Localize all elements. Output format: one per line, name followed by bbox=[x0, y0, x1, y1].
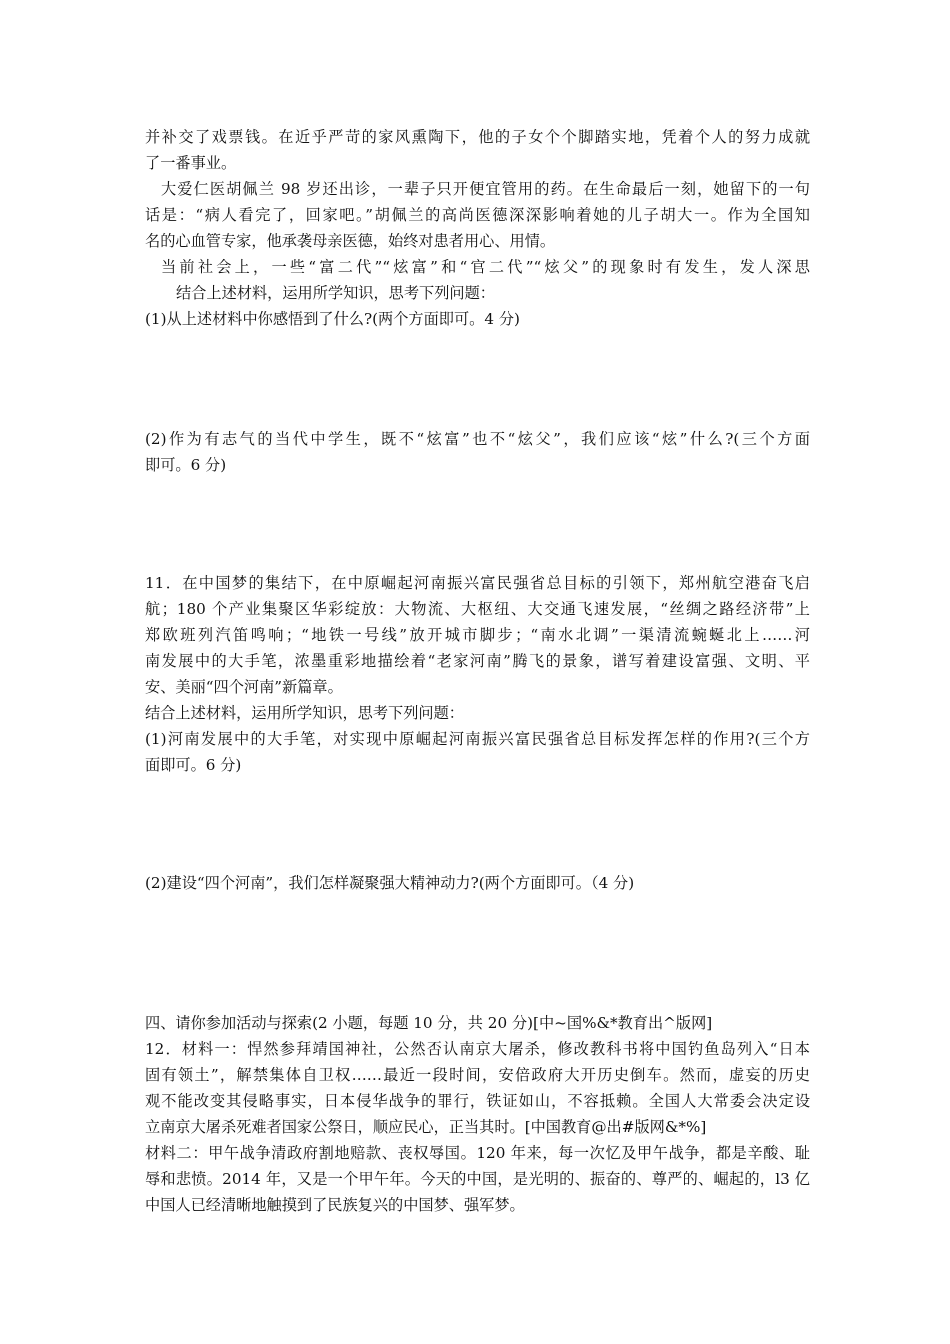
question-11-2: (2)建设“四个河南”，我们怎样凝聚强大精神动力?(两个方面即可。（4 分) bbox=[145, 874, 635, 892]
question-11-prompt: 结合上述材料，运用所学知识，思考下列问题： bbox=[145, 704, 464, 722]
hu-peilan-paragraph bbox=[145, 176, 810, 254]
text-line: 名的心血管专家，他承袭母亲医德，始终对患者用心、用情。 bbox=[145, 232, 556, 250]
text-line: 大爱仁医胡佩兰 98 岁还出诊，一辈子只开便宜管用的药。在生命最后一刻，她留下的一句 bbox=[161, 180, 810, 198]
text-line: 了一番事业。 bbox=[145, 154, 237, 172]
text-line: 中国人已经清晰地触摸到了民族复兴的中国梦、强军梦。 bbox=[145, 1196, 525, 1214]
question-10-prompt: 结合上述材料，运用所学知识，思考下列问题： bbox=[176, 284, 495, 302]
text-line: 郑欧班列汽笛鸣响；“地铁一号线”放开城市脚步；“南水北调”一渠清流蜿蜒北上……河 bbox=[145, 626, 810, 644]
text-line: 话是：“病人看完了，回家吧。”胡佩兰的高尚医德深深影响着她的儿子胡大一。作为全国知 bbox=[145, 206, 810, 224]
answer-space bbox=[145, 778, 810, 870]
text-line: 安、美丽“四个河南”新篇章。 bbox=[145, 678, 343, 696]
text-line: 固有领土”，解禁集体自卫权……最近一段时间，安倍政府大开历史倒车。然而，虚妄的历史 bbox=[145, 1066, 810, 1084]
answer-space bbox=[145, 896, 810, 1010]
question-10-1: (1)从上述材料中你感悟到了什么?(两个方面即可。4 分) bbox=[145, 310, 520, 328]
question-11-1: (1)河南发展中的大手笔，对实现中原崛起河南振兴富民强省总目标发挥怎样的作用?(三个方 bbox=[145, 730, 810, 748]
answer-space bbox=[145, 332, 810, 426]
text-line: 辱和悲愤。2014 年，又是一个甲午年。今天的中国，是光明的、振奋的、尊严的、崛起的，l3 亿 bbox=[145, 1170, 810, 1188]
text-line: 航；180 个产业集聚区华彩绽放：大物流、大枢纽、大交通飞速发展，“丝绸之路经济带”上 bbox=[145, 600, 810, 618]
answer-space bbox=[145, 478, 810, 570]
question-12-material-2 bbox=[145, 1140, 810, 1218]
text-line: 材料二：甲午战争清政府割地赔款、丧权辱国。120 年来，每一次忆及甲午战争，都是辛酸、耻 bbox=[145, 1144, 810, 1162]
question-10-2 bbox=[145, 426, 810, 478]
text-line: 观不能改变其侵略事实，日本侵华战争的罪行，铁证如山，不容抵赖。全国人大常委会决定设 bbox=[145, 1092, 810, 1110]
text-line: 并补交了戏票钱。在近乎严苛的家风熏陶下，他的子女个个脚踏实地，凭着个人的努力成就 bbox=[145, 128, 810, 146]
society-line: 当前社会上，一些“富二代”“炫富”和“官二代”“炫父”的现象时有发生，发人深思 bbox=[161, 258, 810, 276]
question-11 bbox=[145, 570, 810, 778]
text-line: 立南京大屠杀死难者国家公祭日，顺应民心，正当其时。[中国教育@出#版网&*%] bbox=[145, 1118, 707, 1136]
section-4-heading: 四、请你参加活动与探索(2 小题，每题 10 分，共 20 分)[中~国%&*教育出^版网] bbox=[145, 1014, 713, 1032]
section-4 bbox=[145, 1010, 810, 1218]
text-line: 11．在中国梦的集结下，在中原崛起河南振兴富民强省总目标的引领下，郑州航空港奋飞启 bbox=[145, 574, 810, 592]
question-11-1-cont: 面即可。6 分) bbox=[145, 756, 242, 774]
text-line: (2)作为有志气的当代中学生，既不“炫富”也不“炫父”，我们应该“炫”什么?(三个方面 bbox=[145, 430, 810, 448]
text-line: 12．材料一：悍然参拜靖国神社，公然否认南京大屠杀，修改教科书将中国钓鱼岛列入“日本 bbox=[145, 1040, 810, 1058]
question-12-material-1 bbox=[145, 1036, 810, 1140]
text-line: 南发展中的大手笔，浓墨重彩地描绘着“老家河南”腾飞的景象，谱写着建设富强、文明、平 bbox=[145, 652, 810, 670]
intro-paragraph bbox=[145, 124, 810, 176]
document-body bbox=[145, 124, 810, 1218]
text-line: 即可。6 分) bbox=[145, 456, 227, 474]
